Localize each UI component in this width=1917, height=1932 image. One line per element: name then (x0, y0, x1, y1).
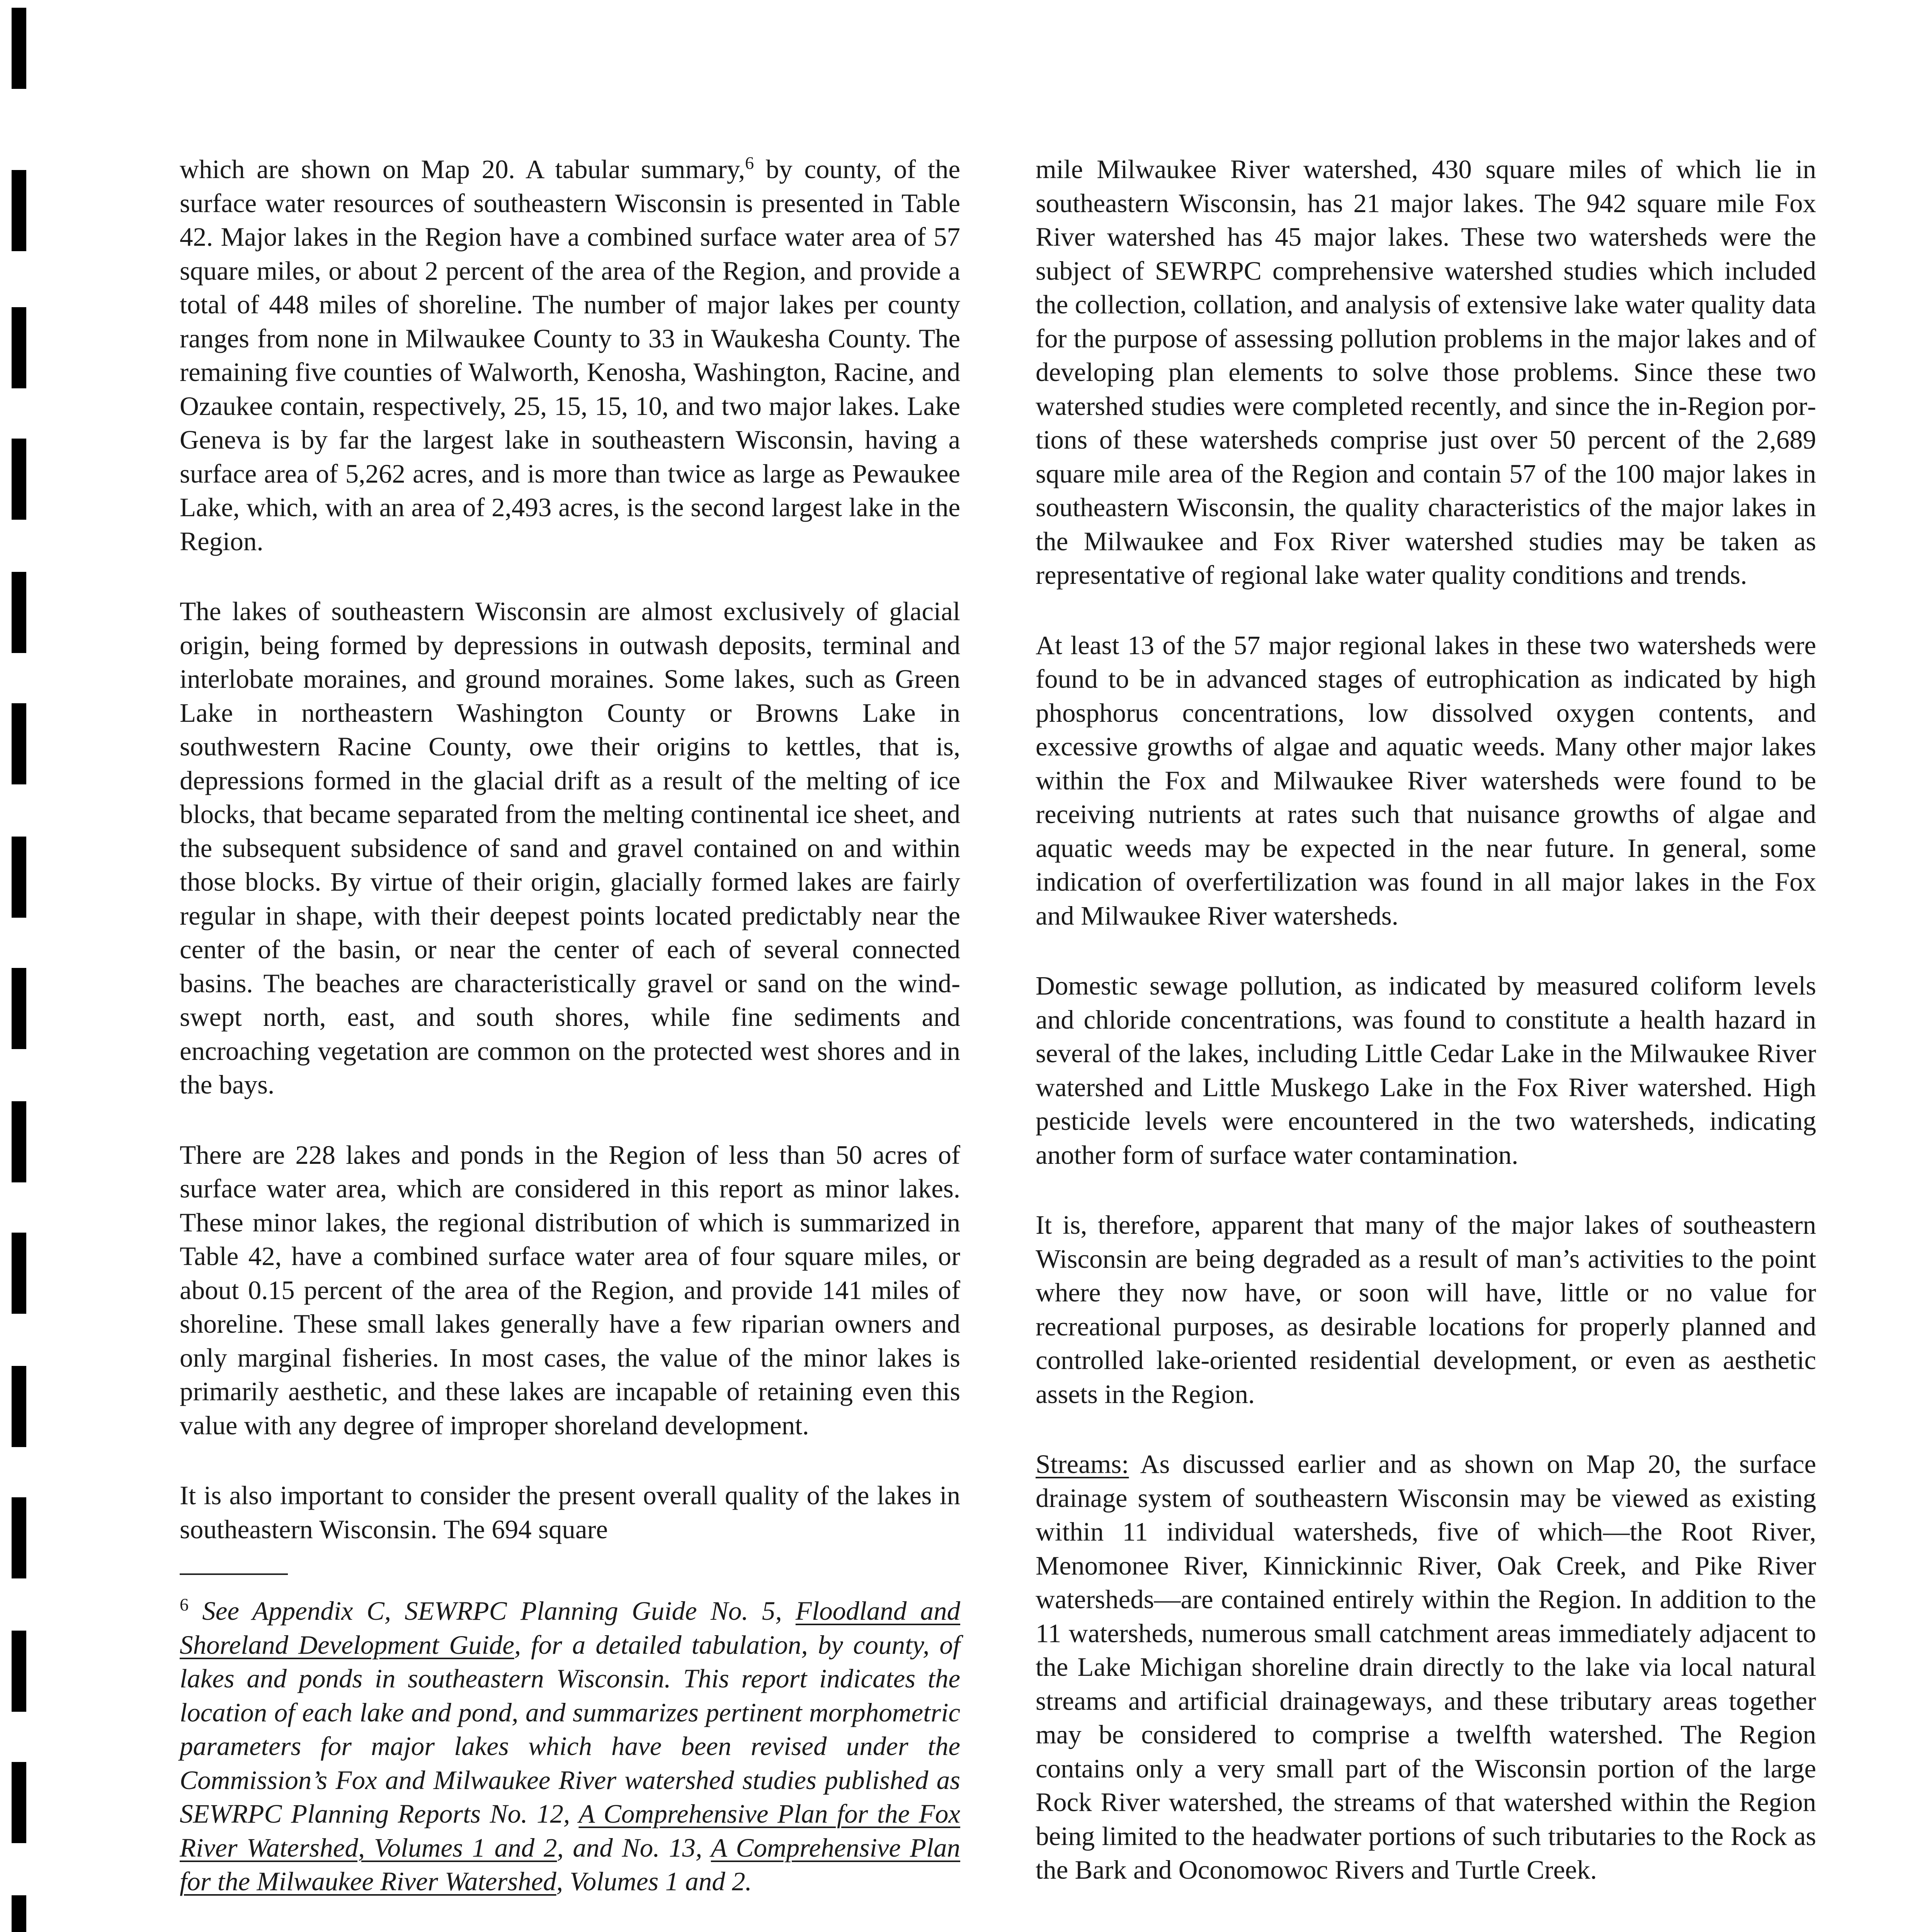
binding-hole (12, 1366, 26, 1447)
footnote (180, 1594, 960, 1899)
paragraph-text: As discussed earlier and as shown on Map 20, the surface drainage system of southeastern Wisconsin may be viewed as existing within 11 individual watersheds, five of which—the Root River, Menomonee River, Kinnickinnic River, Oak Creek, and Pike River watersheds—are contained entirely within the Region. In addition to the 11 watersheds, numerous small catchment areas immediately adjacent to the Lake Michigan shoreline drain directly to the lake via local natural streams and artificial drainageways, and these tributary areas together may be considered to comprise a twelfth watershed. The Region contains only a very small part of the Wisconsin portion of the large Rock River watershed, the streams of that watershed within the Region being limited to the headwater portions of such tributaries to the Rock as the Bark and Oconomowoc Rivers and Turtle Creek. (1036, 1449, 1816, 1884)
binding-hole (12, 703, 26, 784)
footnote-text: , for a detailed tabulation, by county, of lakes and ponds in southeastern Wisconsin. This report indicates the location of each lake and pond, and summarizes pertinent morphometric parameters for major lakes which have been revised under the Commission’s Fox and Milwaukee River watershed studies published as SEWRPC Planning Reports No. 12, (180, 1630, 960, 1828)
binding-hole (12, 1233, 26, 1314)
footnote-marker: 6 (180, 1595, 189, 1614)
paragraph-sewage-pollution: Domestic sewage pollution, as indicated by measured coliform levels and chloride concentrations, was found to constitute a health hazard in several of the lakes, including Little Cedar Lake in the Milwaukee River watershed and Little Muskego Lake in the Fox River watershed. High pesticide levels were encountered in the two watersheds, indicating another form of surface water contamination. (1036, 971, 1816, 1170)
paragraph-minor-lakes: There are 228 lakes and ponds in the Region of less than 50 acres of surface water area, which are considered in this report as minor lakes. These minor lakes, the regional distribution of which is summarized in Table 42, have a combined surface water area of four square miles, or about 0.15 percent of the area of the Region, and provide 141 miles of shoreline. These small lakes generally have a few riparian owners and only marginal fisheries. In most cases, the value of the minor lakes is primarily aesthetic, and these lakes are incapable of retaining even this value with any degree of improper shoreland development. (180, 1140, 960, 1440)
binding-hole (12, 307, 26, 388)
footnote-title: A Comprehensive Plan for the Fox River Watershed, Volumes 1 and 2 (180, 1799, 960, 1862)
paragraph-lake-degradation: It is, therefore, apparent that many of the major lakes of southeastern Wisconsin are being degraded as a result of man’s activities to the point where they now have, or soon will have, little or no value for recreational purposes, as desirable locations for properly planned and controlled lake-oriented residential development, or even as aesthetic assets in the Region. (1036, 1210, 1816, 1409)
binding-hole (12, 968, 26, 1049)
binding-hole (12, 1895, 26, 1932)
binding-hole (12, 1762, 26, 1843)
footnote-text: , and No. 13, (557, 1833, 711, 1862)
paragraph-text: which are shown on Map 20. A tabular summary, (180, 155, 745, 184)
binding-hole (12, 1631, 26, 1712)
paragraph-streams (1036, 1447, 1816, 1887)
binding-holes (12, 0, 35, 1932)
footnote-title: A Comprehensive Plan for the Milwaukee River Watershed (180, 1833, 960, 1896)
paragraph-text: by county, of the surface water resources of southeastern Wisconsin is presented in Table 42. Major lakes in the Region have a combined surface water area of 57 square miles, or about 2 percent of the area of the Region, and provide a total of 448 miles of shoreline. The number of major lakes per county ranges from none in Milwaukee County to 33 in Waukesha County. The remaining five counties of Walworth, Kenosha, Washington, Racine, and Ozaukee contain, respectively, 25, 15, 15, 10, and two major lakes. Lake Geneva is by far the largest lake in southeastern Wisconsin, having a surface area of 5,262 acres, and is more than twice as large as Pewaukee Lake, which, with an area of 2,493 acres, is the second largest lake in the Region. (180, 155, 960, 556)
footnote-divider (180, 1573, 288, 1575)
paragraph-lakes-summary (180, 153, 960, 558)
binding-hole (12, 170, 26, 251)
binding-hole (12, 572, 26, 653)
left-column (180, 153, 960, 1899)
paragraph-overall-quality: It is also important to consider the present overall quality of the lakes in southeastern Wisconsin. The 694 square (180, 1481, 960, 1544)
footnote-text: See Appendix C, SEWRPC Planning Guide No. 5, (189, 1596, 796, 1626)
footnote-text: , Volumes 1 and 2. (556, 1867, 752, 1896)
section-heading-streams: Streams: (1036, 1449, 1129, 1479)
paragraph-glacial-origin: The lakes of southeastern Wisconsin are almost exclusively of glacial origin, being formed by depressions in outwash deposits, terminal and interlobate moraines, and ground moraines. Some lakes, such as Green Lake in northeastern Washington County or Browns Lake in southwestern Racine County, owe their origins to kettles, that is, depressions formed in the glacial drift as a result of the melting of ice blocks, that became separated from the melting continental ice sheet, and the subsequent subsidence of sand and gravel contained on and within those blocks. By virtue of their origin, glacially formed lakes are fairly regular in shape, with their deepest points located predictably near the center of the basin, or near the center of each of several connected basins. The beaches are characteristically gravel or sand on the windswept north, east, and south shores, while fine sediments and encroaching vegetation are common on the protected west shores and in the bays. (180, 597, 960, 1099)
paragraph-eutrophication: At least 13 of the 57 major regional lakes in these two watersheds were found to be in advanced stages of eutrophication as indicated by high phosphorus concentrations, low dissolved oxygen contents, and excessive growths of algae and aquatic weeds. Many other major lakes within the Fox and Milwaukee River watersheds were found to be receiving nutrients at rates such that nuisance growths of algae and aquatic weeds may be expected in the near future. In general, some indication of overfertilization was found in all major lakes in the Fox and Milwaukee River watersheds. (1036, 630, 1816, 930)
binding-hole (12, 439, 26, 520)
footnote-title: Floodland and Shoreland Development Guide (180, 1596, 960, 1660)
binding-hole (12, 1497, 26, 1578)
footnote-reference: 6 (745, 153, 754, 173)
binding-hole (12, 8, 26, 89)
paragraph-watershed-studies: mile Milwaukee River watershed, 430 square miles of which lie in southeastern Wisconsin, has 21 major lakes. The 942 square mile Fox River watershed has 45 major lakes. These two watersheds were the subject of SEWRPC comprehensive watershed studies which included the collection, collation, and analysis of extensive lake water quality data for the purpose of assessing pollution problems in the major lakes and of developing plan elements to solve those problems. Since these two watershed studies were completed recently, and since the in-Region portions of these watersheds comprise just over 50 percent of the 2,689 square mile area of the Region and contain 57 of the 100 major lakes in southeastern Wisconsin, the quality characteristics of the major lakes in the Milwaukee and Fox River watershed studies may be taken as representative of regional lake water quality conditions and trends. (1036, 155, 1816, 590)
binding-hole (12, 1101, 26, 1182)
binding-hole (12, 837, 26, 918)
right-column (1036, 153, 1816, 1923)
